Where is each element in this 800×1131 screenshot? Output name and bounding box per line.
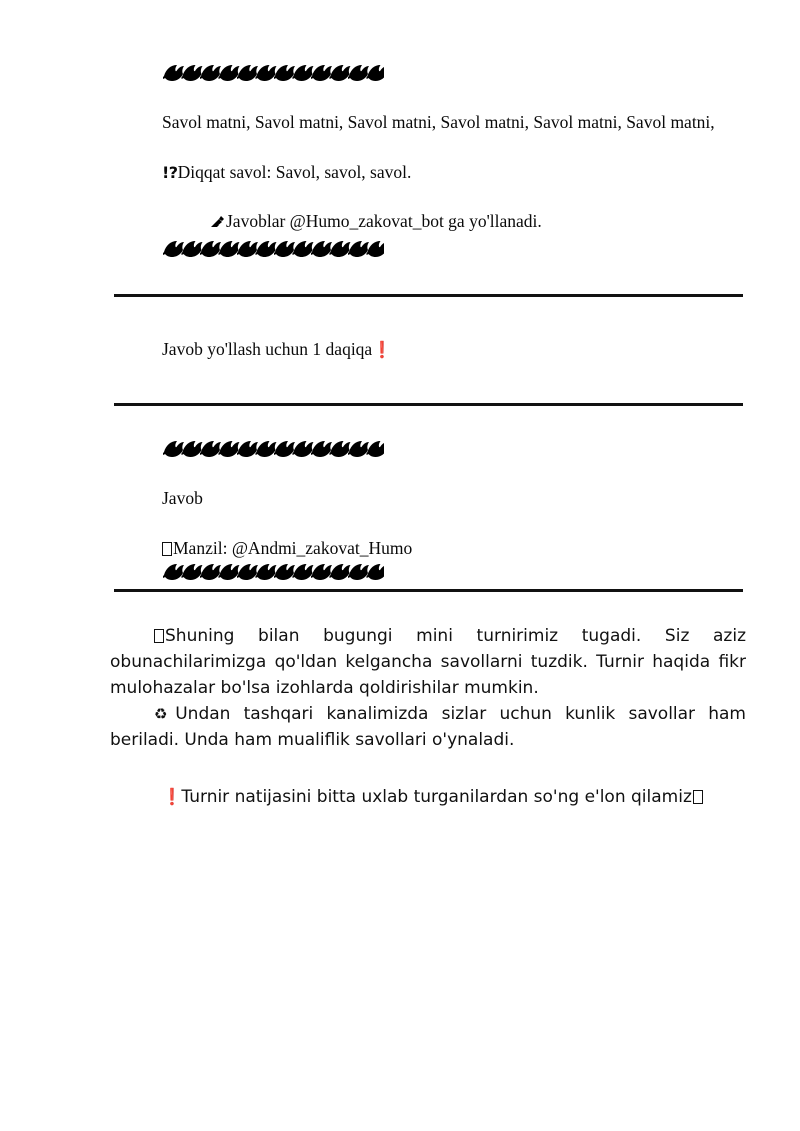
closing-paragraph-1-text: Shuning bilan bugungi mini turnirimiz tugadi. Siz aziz obunachilarimizga qo'ldan kelgancha savollarni tuzdik. Turnir haqida fikr mulohazalar bo'lsa izohlarda qoldirishilar mumkin. (110, 626, 746, 698)
address-line (114, 536, 743, 562)
final-exclamation-symbol: ❗ (162, 787, 182, 807)
missing-glyph-icon (154, 629, 164, 643)
ornament-row-bottom-2 (114, 561, 743, 585)
leaf-ornament-strip (162, 438, 384, 460)
leaf-ornament-strip (162, 62, 384, 84)
missing-glyph-icon (693, 790, 703, 804)
attention-question-line (114, 160, 743, 186)
ornament-row-top-2 (114, 438, 743, 462)
answers-routing-line (114, 209, 743, 238)
timer-line (114, 337, 743, 363)
closing-paragraph-2 (110, 702, 746, 754)
leaf-ornament-strip (162, 561, 384, 583)
timer-text: Javob yo'llash uchun 1 daqiqa (162, 339, 373, 360)
address-handle: @Andmi_zakovat_Humo (231, 537, 413, 558)
closing-paragraph-2-text: Undan tashqari kanalimizda sizlar uchun kunlik savollar ham beriladi. Unda ham mualiflik savollari o'ynaladi. (110, 703, 746, 750)
ornament-row-bottom-1 (114, 238, 743, 262)
final-announcement-text: Turnir natijasini bitta uxlab turganilardan so'ng e'lon qilamiz (181, 787, 692, 808)
timer-block (114, 337, 743, 363)
closing-paragraph-1 (110, 624, 746, 701)
closing-section (110, 624, 746, 753)
answer-label: Javob (162, 487, 203, 508)
answers-routing-text: Javoblar @Humo_zakovat_bot ga yo'llanadi. (226, 211, 542, 232)
recycle-icon: ♻ (154, 704, 176, 723)
missing-glyph-icon (162, 542, 172, 556)
attention-question-text: Diqqat savol: Savol, savol, savol. (177, 161, 412, 182)
question-block (114, 62, 743, 262)
leaf-ornament-strip (162, 238, 384, 260)
document-content (110, 62, 746, 811)
timer-exclamation-symbol: ❗ (372, 340, 392, 360)
question-text: Savol matni, Savol matni, Savol matni, Savol matni, Savol matni, Savol matni, (162, 112, 715, 132)
ink-pen-icon (162, 212, 225, 238)
ornament-row-top-1 (114, 62, 743, 86)
attention-prefix-symbol: !? (162, 162, 178, 182)
answer-block (114, 438, 743, 585)
address-label: Manzil: (173, 537, 228, 558)
final-announcement-line (114, 785, 743, 811)
